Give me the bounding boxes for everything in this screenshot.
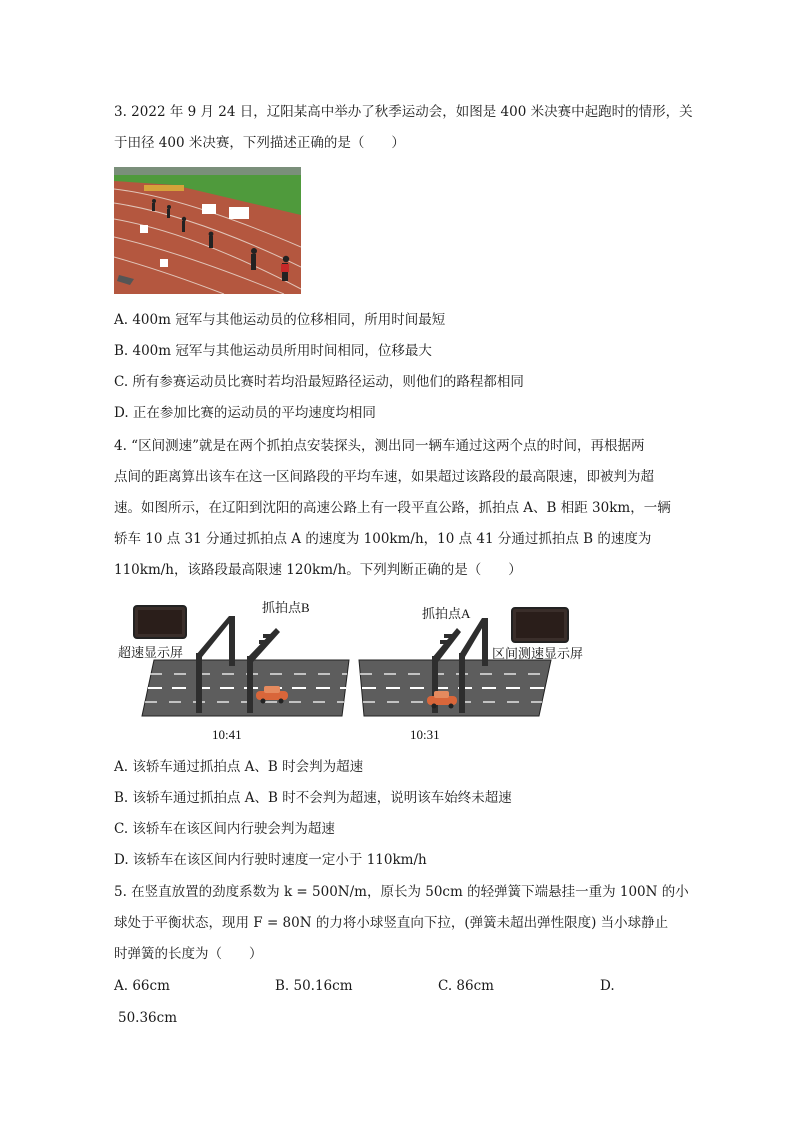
q3-option-a: A. 400m 冠军与其他运动员的位移相同，所用时间最短 bbox=[114, 312, 446, 328]
q5-option-c: C. 86cm bbox=[438, 978, 494, 994]
section-screen-label: 区间测速显示屏 bbox=[492, 646, 584, 661]
q4-option-a: A. 该轿车通过抓拍点 A、B 时会判为超速 bbox=[114, 759, 364, 775]
q5-option-b: B. 50.16cm bbox=[275, 978, 353, 994]
q3-option-d: D. 正在参加比赛的运动员的平均速度均相同 bbox=[114, 405, 376, 421]
q4-stem-line-4: 轿车 10 点 31 分通过抓拍点 A 的速度为 100km/h，10 点 41 分通过抓拍点 B 的速度为 bbox=[114, 531, 652, 547]
q5-stem-line-2: 球处于平衡状态，现用 F = 80N 的力将小球竖直向下拉，(弹簧未超出弹性限度) 当小球静止 bbox=[114, 915, 669, 931]
q5-option-d-value: 50.36cm bbox=[118, 1010, 178, 1026]
road-segment-left bbox=[142, 660, 349, 716]
q5-option-d: D. bbox=[600, 978, 615, 994]
q4-option-b: B. 该轿车通过抓拍点 A、B 时不会判为超速，说明该车始终未超速 bbox=[114, 790, 512, 806]
road-segment-right bbox=[359, 660, 551, 716]
q5-option-a: A. 66cm bbox=[114, 978, 170, 994]
q5-stem-line-1: 5. 在竖直放置的劲度系数为 k = 500N/m，原长为 50cm 的轻弹簧下端悬挂一重为 100N 的小 bbox=[114, 884, 689, 900]
q4-option-c: C. 该轿车在该区间内行驶会判为超速 bbox=[114, 821, 335, 837]
q3-option-c: C. 所有参赛运动员比赛时若均沿最短路径运动，则他们的路程都相同 bbox=[114, 374, 524, 390]
time-label-a: 10:31 bbox=[410, 727, 440, 742]
speed-camera-diagram bbox=[114, 598, 600, 748]
q5-stem-line-3: 时弹簧的长度为（ ） bbox=[114, 946, 263, 962]
q3-stem-line-1: 3. 2022 年 9 月 24 日，辽阳某高中举办了秋季运动会，如图是 400 米决赛中起跑时的情形，关 bbox=[114, 104, 693, 120]
q4-stem-line-1: 4. “区间测速”就是在两个抓拍点安装探头，测出同一辆车通过这两个点的时间，再根据两 bbox=[114, 438, 645, 454]
q3-stem-line-2: 于田径 400 米决赛，下列描述正确的是（ ） bbox=[114, 135, 405, 151]
race-start-photo bbox=[114, 167, 301, 294]
camera-b-label: 抓拍点B bbox=[262, 600, 310, 615]
overspeed-screen-label: 超速显示屏 bbox=[118, 645, 184, 660]
camera-a-label: 抓拍点A bbox=[422, 606, 471, 621]
q4-stem-line-2: 点间的距离算出该车在这一区间路段的平均车速，如果超过该路段的最高限速，即被判为超 bbox=[114, 469, 654, 485]
time-label-b: 10:41 bbox=[212, 727, 242, 742]
q3-option-b: B. 400m 冠军与其他运动员所用时间相同，位移最大 bbox=[114, 343, 432, 359]
q4-stem-line-3: 速。如图所示，在辽阳到沈阳的高速公路上有一段平直公路，抓拍点 A、B 相距 30km，一辆 bbox=[114, 500, 671, 516]
q4-stem-line-5: 110km/h，该路段最高限速 120km/h。下列判断正确的是（ ） bbox=[114, 562, 522, 578]
q4-option-d: D. 该轿车在该区间内行驶时速度一定小于 110km/h bbox=[114, 852, 427, 868]
